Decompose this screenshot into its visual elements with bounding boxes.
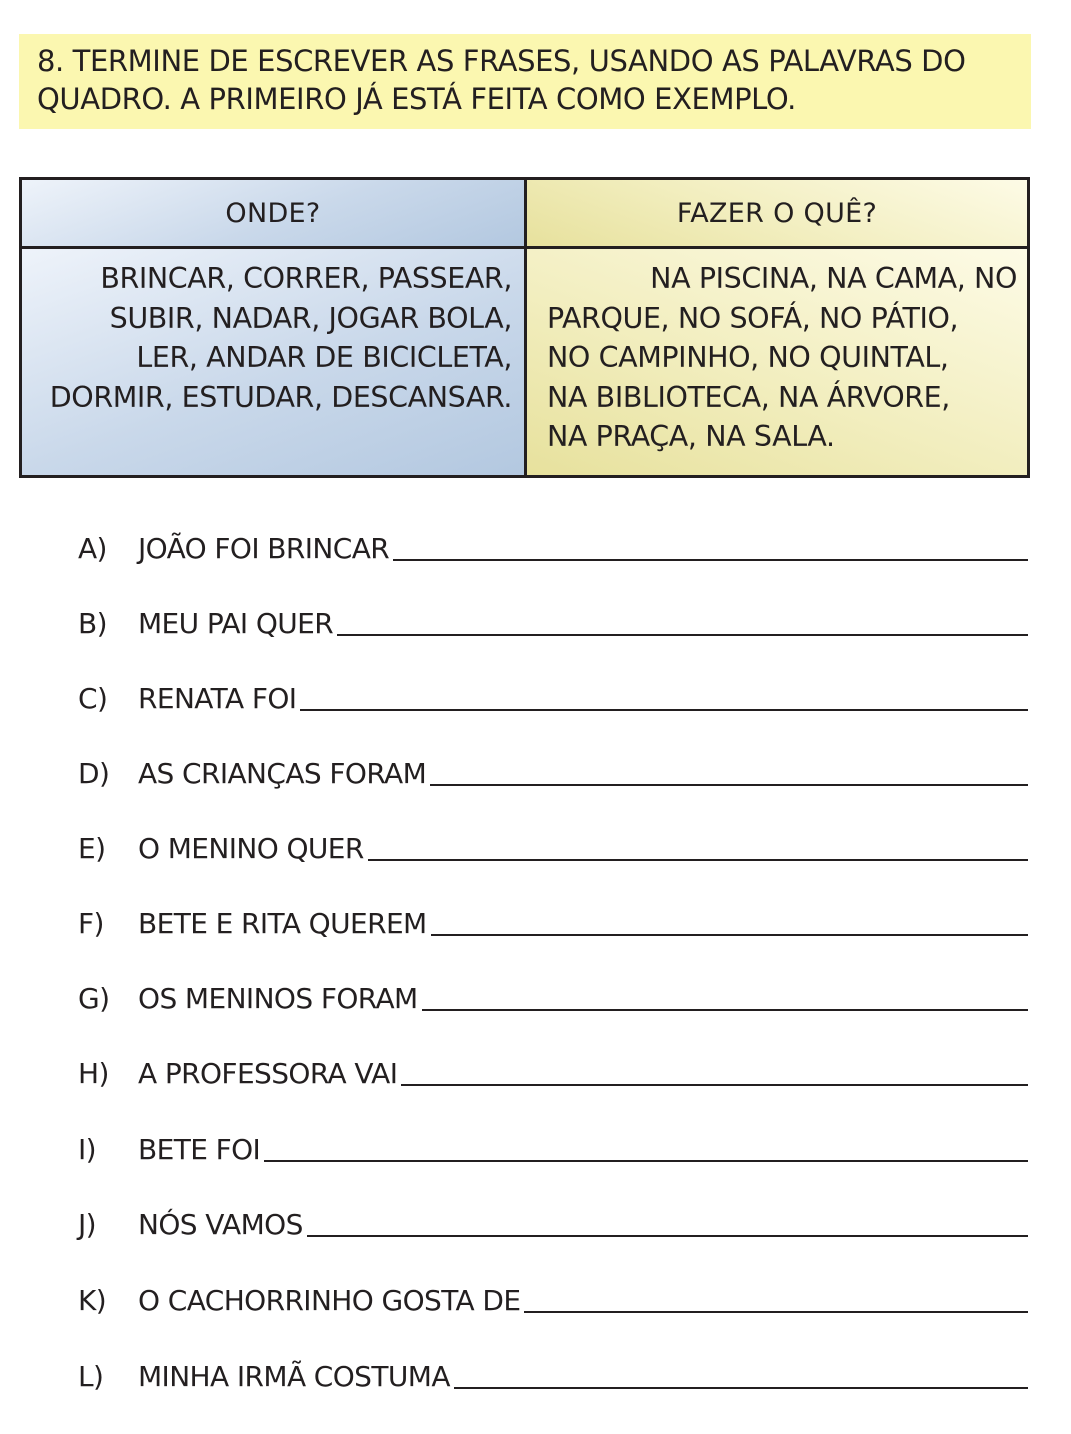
table-header-fazer: FAZER O QUÊ?: [527, 180, 1027, 246]
answer-line[interactable]: [454, 1387, 1028, 1389]
sentence-text: O CACHORRINHO GOSTA DE: [138, 1284, 521, 1317]
sentence-letter: G): [78, 982, 110, 1015]
sentence-l: [78, 1351, 1028, 1391]
sentence-letter: C): [78, 682, 108, 715]
sentence-g: [78, 973, 1028, 1013]
answer-line[interactable]: [393, 559, 1028, 561]
answer-line[interactable]: [300, 709, 1028, 711]
sentence-a: [78, 523, 1028, 563]
instruction-line-2: QUADRO. A PRIMEIRO JÁ ESTÁ FEITA COMO EXEMPLO.: [37, 82, 796, 116]
sentence-letter: E): [78, 832, 106, 865]
sentence-text: MEU PAI QUER: [138, 607, 334, 640]
table-header-onde: ONDE?: [22, 180, 524, 246]
sentence-c: [78, 673, 1028, 713]
table-cell-verbs: [22, 249, 524, 475]
sentence-f: [78, 898, 1028, 938]
sentence-text: MINHA IRMÃ COSTUMA: [138, 1360, 450, 1393]
answer-line[interactable]: [422, 1009, 1028, 1011]
instruction-line-1: 8. TERMINE DE ESCREVER AS FRASES, USANDO AS PALAVRAS DO: [37, 44, 966, 78]
verbs-line: SUBIR, NADAR, JOGAR BOLA,: [109, 301, 512, 335]
sentence-k: [78, 1275, 1028, 1315]
answer-line[interactable]: [431, 934, 1028, 936]
verbs-line: LER, ANDAR DE BICICLETA,: [136, 341, 512, 374]
sentence-j: [78, 1199, 1028, 1239]
exercise-instruction: [19, 34, 1031, 129]
answer-line[interactable]: [401, 1084, 1028, 1086]
sentence-text: BETE FOI: [138, 1133, 261, 1166]
sentence-letter: F): [78, 907, 104, 940]
sentence-text: JOÃO FOI BRINCAR: [138, 532, 390, 565]
answer-line[interactable]: [307, 1235, 1028, 1237]
sentence-b: [78, 598, 1028, 638]
sentence-letter: J): [78, 1208, 96, 1241]
sentence-letter: H): [78, 1057, 109, 1090]
sentence-text: AS CRIANÇAS FORAM: [138, 757, 427, 790]
places-line: NA PRAÇA, NA SALA.: [547, 420, 835, 453]
sentence-text: O MENINO QUER: [138, 832, 364, 865]
answer-line[interactable]: [524, 1311, 1028, 1313]
places-line: NO CAMPINHO, NO QUINTAL,: [547, 341, 949, 374]
sentence-letter: A): [78, 532, 107, 565]
verbs-line: BRINCAR, CORRER, PASSEAR,: [100, 262, 512, 295]
sentence-letter: L): [78, 1360, 104, 1393]
sentence-e: [78, 823, 1028, 863]
sentence-letter: D): [78, 757, 110, 790]
places-line: PARQUE, NO SOFÁ, NO PÁTIO,: [547, 301, 959, 335]
word-table: [19, 177, 1030, 478]
places-line: NA PISCINA, NA CAMA, NO: [650, 262, 1017, 295]
answer-line[interactable]: [264, 1160, 1028, 1162]
table-cell-places: [527, 249, 1027, 475]
sentence-letter: B): [78, 607, 107, 640]
answer-line[interactable]: [368, 859, 1028, 861]
sentence-text: NÓS VAMOS: [138, 1208, 303, 1241]
sentence-letter: K): [78, 1284, 107, 1317]
sentence-i: [78, 1124, 1028, 1164]
sentence-text: RENATA FOI: [138, 682, 297, 715]
sentence-text: A PROFESSORA VAI: [138, 1057, 398, 1090]
sentence-d: [78, 748, 1028, 788]
places-line: NA BIBLIOTECA, NA ÁRVORE,: [547, 380, 950, 414]
sentence-text: OS MENINOS FORAM: [138, 982, 418, 1015]
sentence-h: [78, 1048, 1028, 1088]
sentence-text: BETE E RITA QUEREM: [138, 907, 427, 940]
sentence-letter: I): [78, 1133, 96, 1166]
answer-line[interactable]: [337, 634, 1028, 636]
verbs-line: DORMIR, ESTUDAR, DESCANSAR.: [49, 380, 512, 414]
answer-line[interactable]: [430, 784, 1028, 786]
